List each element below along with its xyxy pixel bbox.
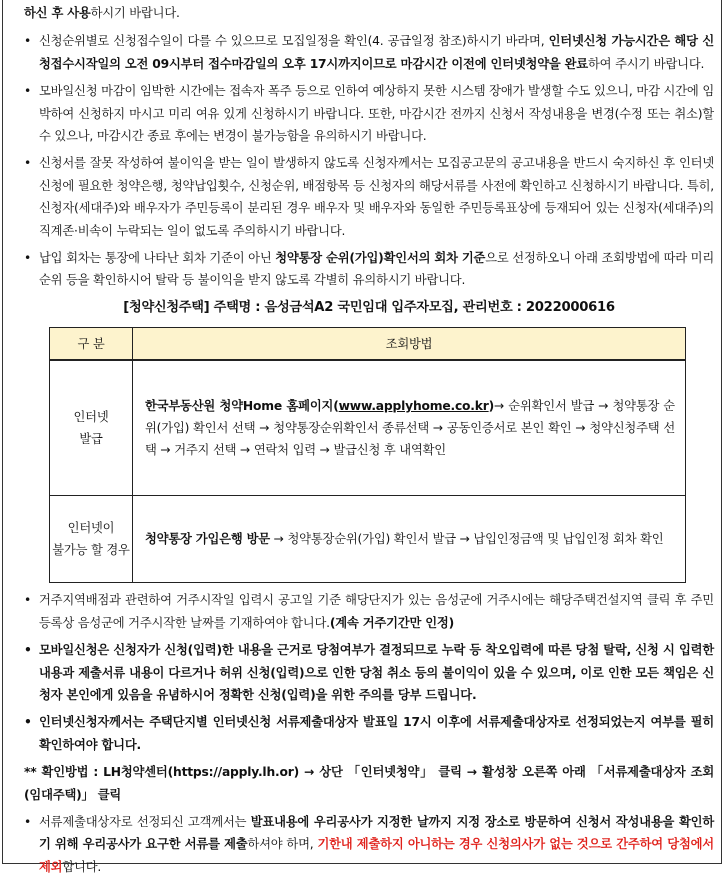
method-text: → 순위확인서 발급 → 청약통장 순위(가입) 확인서 선택 → 청약통장순위확인서 종류선택 → 공동인증서로 본인 확인 → 청약신청주택 선택 → 거주지 선택 → 연락처 입력 → 발급신청 후 내역확인 — [145, 398, 675, 458]
category-line: 인터넷 — [73, 409, 109, 424]
table-header-method: 조회방법 — [133, 328, 686, 361]
table-title: [청약신청주택] 주택명 : 음성금석A2 국민임대 입주자모집, 관리번호 : 2022000616 — [123, 299, 615, 315]
notice-item-residence — [24, 589, 714, 634]
table-header-category: 구 분 — [50, 328, 133, 361]
para7-text: 인터넷신청자께서는 주택단지별 인터넷신청 서류제출대상자 발표일 17시 이후에 서류제출대상자로 선정되었는지 여부를 필히 확인하여야 합니다. — [39, 715, 714, 752]
method-bold: 한국부동산원 청약Home 홈페이지( — [145, 398, 339, 413]
method-bold-close: ) — [488, 398, 495, 413]
para4-tail: 으로 선정하오니 아래 조회방법에 따라 미리 순위 등을 확인하시어 탈락 등 불이익을 받지 않도록 각별히 유의하시기 바랍니다. — [39, 251, 714, 288]
notice-item-payment-count — [24, 247, 714, 292]
notice-body — [24, 2, 714, 883]
note-text: 확인방법 : LH청약센터(https://apply.lh.or) → 상단 「인터넷청약」 클릭 → 활성창 오른쪽 아래 「서류제출대상자 조회(임대주택)」 클릭 — [24, 765, 714, 802]
notice-item-caution — [24, 152, 714, 242]
para-continued — [24, 2, 714, 24]
category-line: 불가능 할 경우 — [52, 543, 130, 558]
bullet-icon: • — [24, 814, 32, 829]
para5-bold: (계속 거주기간만 인정) — [329, 615, 454, 630]
note-marker: ** — [24, 765, 37, 780]
applyhome-link[interactable]: www.applyhome.co.kr — [338, 398, 489, 413]
para1-text: 신청순위별로 신청접수일이 다를 수 있으므로 모집일정을 확인(4. 공급일정 참조)하시기 바라며, — [39, 34, 549, 49]
bullet-icon: • — [24, 593, 32, 608]
para4-text: 납입 회차는 통장에 나타난 회차 기준이 아닌 — [39, 251, 276, 266]
table-cell-method — [133, 496, 686, 583]
para0-rest: 하시기 바랍니다. — [90, 6, 180, 20]
notice-item-mobile-responsibility — [24, 639, 714, 706]
para6-text: 모바일신청은 신청자가 신청(입력)한 내용을 근거로 당첨여부가 결정되므로 누락 등 착오입력에 따른 당첨 탈락, 신청 시 입력한 내용과 제출서류 내용이 다르거나 허위 신청(입력)으로 인한 당첨 취소 등의 불이익이 있을 수 있으며, 이로 인한 모든 책임은 신청자 본인에게 있음을 유념하시어 정확한 신청(입력)을 위한 주의를 당부 드립니다. — [39, 643, 714, 702]
table-cell-method — [133, 360, 686, 496]
para8-bold: 발표내용에 우리공사가 지정한 날까지 지정 장소로 방문하여 신청서 작성내용을 확인하기 위해 우리공사가 요구한 서류를 제출 — [39, 814, 715, 852]
table-row — [50, 496, 686, 583]
bullet-icon: • — [24, 251, 32, 266]
para5-text: 거주지역배점과 관련하여 거주시작일 입력시 공고일 기준 해당단지가 있는 음성군에 거주시에는 해당주택건설지역 클릭 후 주민등록상 음성군에 거주시작한 날짜를 기재하여야 합니다. — [39, 593, 714, 630]
table-cell-category — [50, 360, 133, 496]
bullet-icon: • — [24, 643, 32, 658]
bullet-icon: • — [24, 715, 32, 730]
para8-mid: 하셔야 하며, — [247, 837, 318, 852]
para0-bold: 하신 후 사용 — [24, 6, 91, 20]
table-row — [50, 360, 686, 496]
para3-text: 신청서를 잘못 작성하여 불이익을 받는 일이 발생하지 않도록 신청자께서는 모집공고문의 공고내용을 반드시 숙지하신 후 인터넷신청에 필요한 청약은행, 청약납입횟수, 신청순위, 배점항목 등 신청자의 해당서류를 사전에 확인하고 신청하시기 바랍니다. 특히, 신청자(세대주)와 배우자가 주민등록이 분리된 경우 배우자 및 배우자와 동일한 주민등록표상에 등재되어 있는 신청자(세대주)의 직계존·비속이 누락되는 일이 없도록 주의하시기 바랍니다. — [39, 156, 714, 238]
notice-item-submission — [24, 811, 714, 878]
table-cell-category — [50, 496, 133, 583]
bullet-icon: • — [24, 84, 32, 99]
category-line: 발급 — [79, 432, 103, 447]
method-text: → 청약통장순위(가입) 확인서 발급 → 납입인정금액 및 납입인정 회차 확인 — [269, 532, 664, 547]
para2-text: 모바일신청 마감이 임박한 시간에는 접속자 폭주 등으로 인하여 예상하지 못한 시스템 장애가 발생할 수도 있으니, 마감 시간에 임박하여 신청하지 마시고 미리 여유 있게 신청하시기 바랍니다. 또한, 마감시간 전까지 신청서 작성내용을 변경(수정 또는 취소)할 수 있으나, 마감시간 종료 후에는 변경이 불가능함을 유의하시기 바랍니다. — [39, 84, 714, 144]
category-line: 인터넷이 — [67, 520, 115, 535]
notice-item-deadline — [24, 80, 714, 147]
para8-warning: 기한내 제출하지 아니하는 경우 신청의사가 없는 것으로 간주하여 당첨에서 제외 — [39, 837, 714, 874]
para8-text: 서류제출대상자로 선정되신 고객께서는 — [39, 814, 251, 829]
method-bold: 청약통장 가입은행 방문 — [145, 532, 270, 547]
para8-tail: 합니다. — [62, 859, 102, 874]
para1-tail: 하여 주시기 바랍니다. — [588, 56, 705, 71]
check-method-note — [24, 761, 714, 806]
lookup-method-table — [49, 327, 686, 583]
bullet-icon: • — [24, 156, 32, 171]
notice-item-schedule — [24, 30, 714, 75]
bullet-icon: • — [24, 34, 32, 49]
para1-bold: 인터넷신청 가능시간은 해당 신청접수시작일의 오전 09시부터 접수마감일의 오후 17시까지이므로 마감시간 이전에 인터넷청약을 완료 — [39, 34, 714, 71]
para4-bold: 청약통장 순위(가입)확인서의 회차 기준 — [275, 251, 486, 266]
notice-item-document-target — [24, 711, 714, 756]
